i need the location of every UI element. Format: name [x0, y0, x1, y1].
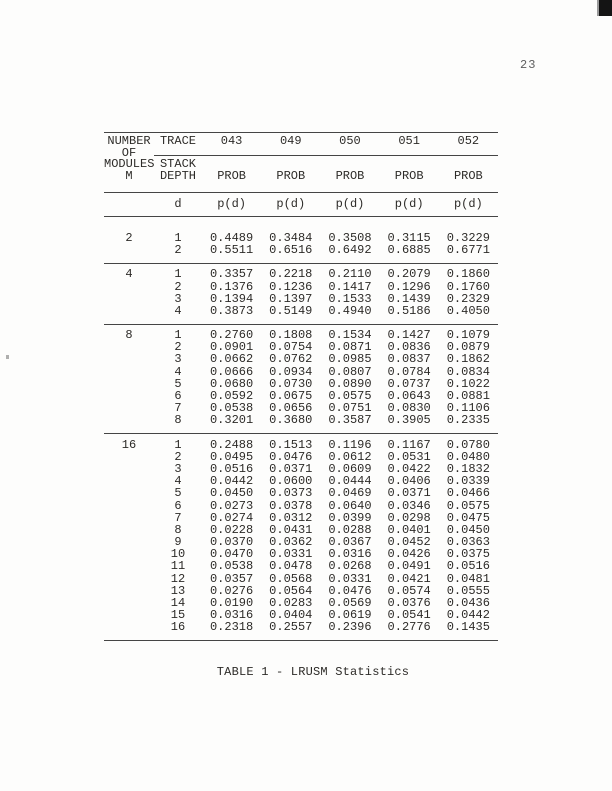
header-pd: p(d) — [335, 197, 365, 211]
prob-value: 0.2760 — [209, 328, 254, 343]
prob-value: 0.0666 — [209, 364, 254, 379]
prob-value: 0.0680 — [209, 376, 254, 391]
table-body — [104, 232, 498, 646]
table-caption: TABLE 1 - LRUSM Statistics — [216, 665, 410, 679]
prob-value: 0.5511 — [209, 243, 254, 258]
prob-value: 0.0421 — [387, 571, 431, 586]
prob-value: 0.0480 — [446, 449, 490, 464]
prob-value: 0.0476 — [269, 449, 313, 464]
prob-value: 0.0436 — [446, 596, 490, 611]
modules-count: 8 — [125, 328, 133, 343]
prob-value: 0.2318 — [209, 620, 254, 635]
stack-depth: 7 — [174, 401, 182, 416]
prob-value: 0.1236 — [269, 279, 313, 294]
prob-value: 0.0491 — [387, 559, 431, 574]
prob-value: 0.0751 — [328, 401, 372, 416]
stack-depth: 2 — [174, 243, 182, 258]
modules-count — [104, 500, 154, 512]
prob-value: 0.0830 — [387, 401, 431, 416]
table-row — [104, 281, 498, 293]
prob-value: 0.0538 — [209, 559, 254, 574]
table-row — [104, 500, 498, 512]
prob-value: 0.3484 — [269, 231, 313, 245]
modules-count — [104, 402, 154, 414]
prob-value: 0.0373 — [269, 486, 313, 501]
prob-value: 0.1760 — [446, 279, 490, 294]
prob-value: 0.1167 — [387, 437, 431, 452]
header-pd: p(d) — [394, 197, 424, 211]
prob-value: 0.4489 — [209, 231, 254, 245]
prob-value: 0.0378 — [269, 498, 313, 513]
stack-depth: 4 — [174, 474, 182, 489]
header-of: OF — [121, 145, 137, 160]
stack-depth: 3 — [174, 291, 182, 306]
prob-value: 0.1427 — [387, 328, 431, 343]
prob-value: 0.2557 — [269, 620, 313, 635]
prob-value: 0.2110 — [328, 267, 372, 282]
table-row — [104, 353, 498, 365]
prob-value: 0.0934 — [269, 364, 313, 379]
prob-value: 0.0331 — [328, 571, 372, 586]
prob-value: 0.1534 — [328, 328, 372, 343]
table-group-rule — [104, 640, 498, 641]
prob-value: 0.0475 — [446, 510, 490, 525]
prob-value: 0.0879 — [446, 340, 490, 355]
table-group-rule — [104, 433, 498, 434]
stack-depth: 15 — [170, 608, 186, 623]
prob-value: 0.6771 — [446, 243, 490, 258]
prob-value: 0.0600 — [269, 474, 313, 489]
stack-depth: 8 — [174, 413, 182, 428]
prob-value: 0.3201 — [209, 413, 254, 428]
prob-value: 0.0837 — [387, 352, 431, 367]
prob-value: 0.0274 — [209, 510, 254, 525]
prob-value: 0.0495 — [209, 449, 254, 464]
prob-value: 0.0399 — [328, 510, 372, 525]
prob-value: 0.2079 — [387, 267, 431, 282]
prob-value: 0.0426 — [387, 547, 431, 562]
stack-depth: 16 — [170, 620, 186, 635]
prob-value: 0.1397 — [269, 291, 313, 306]
header-prob: PROB — [335, 169, 365, 183]
header-stack: STACK — [159, 157, 196, 171]
modules-count — [104, 293, 154, 305]
header-trace-id: 050 — [339, 134, 361, 148]
prob-value: 0.0574 — [387, 583, 431, 598]
prob-value: 0.1417 — [328, 279, 372, 294]
prob-value: 0.0431 — [269, 522, 313, 537]
prob-value: 0.0836 — [387, 340, 431, 355]
prob-value: 0.3229 — [446, 231, 490, 245]
stack-depth: 6 — [174, 389, 182, 404]
modules-count — [104, 560, 154, 572]
prob-value: 0.0640 — [328, 498, 372, 513]
stack-depth: 4 — [174, 303, 182, 318]
prob-value: 0.4940 — [328, 303, 372, 318]
stack-depth: 8 — [174, 522, 182, 537]
header-prob: PROB — [453, 169, 483, 183]
prob-value: 0.0555 — [446, 583, 490, 598]
modules-count — [104, 366, 154, 378]
stack-depth: 6 — [174, 498, 182, 513]
prob-value: 0.0268 — [328, 559, 372, 574]
scan-artifact-corner-mark — [597, 0, 612, 16]
prob-value: 0.0404 — [269, 608, 313, 623]
prob-value: 0.0656 — [269, 401, 313, 416]
stack-depth: 2 — [174, 279, 182, 294]
prob-value: 0.1862 — [446, 352, 490, 367]
modules-count — [104, 487, 154, 499]
modules-count — [104, 378, 154, 390]
stack-depth: 13 — [170, 583, 186, 598]
prob-value: 0.0370 — [209, 535, 254, 550]
prob-value: 0.0316 — [328, 547, 372, 562]
prob-value: 0.1376 — [209, 279, 254, 294]
prob-value: 0.0754 — [269, 340, 313, 355]
modules-count — [104, 414, 154, 426]
prob-value: 0.1513 — [269, 437, 313, 452]
prob-value: 0.0288 — [328, 522, 372, 537]
header-spacer — [104, 199, 154, 210]
modules-count: 16 — [121, 437, 137, 452]
table-row — [104, 487, 498, 499]
prob-value: 0.0881 — [446, 389, 490, 404]
prob-value: 0.0834 — [446, 364, 490, 379]
table-rule-mid-a — [104, 192, 498, 193]
prob-value: 0.0901 — [209, 340, 254, 355]
prob-value: 0.2488 — [209, 437, 254, 452]
prob-value: 0.0784 — [387, 364, 431, 379]
modules-count — [104, 305, 154, 317]
stack-depth: 1 — [174, 231, 182, 245]
prob-value: 0.2329 — [446, 291, 490, 306]
prob-value: 0.0481 — [446, 571, 490, 586]
stack-depth: 12 — [170, 571, 186, 586]
prob-value: 0.0276 — [209, 583, 254, 598]
prob-value: 0.0762 — [269, 352, 313, 367]
prob-value: 0.0985 — [328, 352, 372, 367]
prob-value: 0.0564 — [269, 583, 313, 598]
table-header-row-5 — [104, 199, 498, 210]
prob-value: 0.3680 — [269, 413, 313, 428]
prob-value: 0.0298 — [387, 510, 431, 525]
prob-value: 0.2396 — [328, 620, 372, 635]
stack-depth: 4 — [174, 364, 182, 379]
prob-value: 0.0442 — [446, 608, 490, 623]
prob-value: 0.0516 — [209, 461, 254, 476]
table-rule-top — [104, 132, 498, 133]
prob-value: 0.0466 — [446, 486, 490, 501]
table-group-rule — [104, 263, 498, 264]
header-trace: TRACE — [159, 134, 196, 148]
stack-depth: 5 — [174, 486, 182, 501]
prob-value: 0.0371 — [269, 461, 313, 476]
prob-value: 0.1860 — [446, 267, 490, 282]
header-pd: p(d) — [453, 197, 483, 211]
prob-value: 0.0190 — [209, 596, 254, 611]
header-trace-id: 051 — [398, 134, 420, 148]
prob-value: 0.0367 — [328, 535, 372, 550]
prob-value: 0.0406 — [387, 474, 431, 489]
modules-count: 4 — [125, 267, 133, 282]
stack-depth: 7 — [174, 510, 182, 525]
modules-count — [104, 475, 154, 487]
modules-count — [104, 548, 154, 560]
prob-value: 0.0363 — [446, 535, 490, 550]
header-trace-id: 052 — [457, 134, 480, 148]
prob-value: 0.0531 — [387, 449, 431, 464]
prob-value: 0.4050 — [446, 303, 490, 318]
prob-value: 0.0568 — [269, 571, 313, 586]
prob-value: 0.0476 — [328, 583, 372, 598]
prob-value: 0.0339 — [446, 474, 490, 489]
table-row — [104, 621, 498, 633]
prob-value: 0.0541 — [387, 608, 431, 623]
stack-depth: 11 — [170, 559, 186, 574]
table-rule-mid-b — [104, 216, 498, 217]
stack-depth: 3 — [174, 352, 182, 367]
prob-value: 0.0470 — [209, 547, 254, 562]
prob-value: 0.0283 — [269, 596, 313, 611]
stack-depth: 1 — [174, 328, 182, 343]
prob-value: 0.0442 — [209, 474, 254, 489]
prob-value: 0.0516 — [446, 559, 490, 574]
prob-value: 0.0469 — [328, 486, 372, 501]
prob-value: 0.0730 — [269, 376, 313, 391]
prob-value: 0.0362 — [269, 535, 313, 550]
header-trace-id: 043 — [220, 134, 243, 148]
prob-value: 0.2218 — [269, 267, 313, 282]
prob-value: 0.1296 — [387, 279, 431, 294]
prob-value: 0.0575 — [328, 389, 372, 404]
prob-value: 0.0612 — [328, 449, 372, 464]
prob-value: 0.0890 — [328, 376, 372, 391]
prob-value: 0.0619 — [328, 608, 372, 623]
prob-value: 0.0737 — [387, 376, 431, 391]
prob-value: 0.0452 — [387, 535, 431, 550]
modules-count: 2 — [125, 231, 133, 245]
prob-value: 0.0228 — [209, 522, 254, 537]
prob-value: 0.3587 — [328, 413, 372, 428]
prob-value: 0.0371 — [387, 486, 431, 501]
prob-value: 0.0662 — [209, 352, 254, 367]
prob-value: 0.0331 — [269, 547, 313, 562]
prob-value: 0.0422 — [387, 461, 431, 476]
prob-value: 0.0401 — [387, 522, 431, 537]
table-header-row-1 — [104, 136, 498, 147]
stack-depth: 10 — [170, 547, 186, 562]
prob-value: 0.0609 — [328, 461, 372, 476]
prob-value: 0.3508 — [328, 231, 372, 245]
stack-depth: 1 — [174, 267, 182, 282]
prob-value: 0.6516 — [269, 243, 313, 258]
modules-count — [104, 341, 154, 353]
stack-depth: 14 — [170, 596, 186, 611]
header-d: d — [174, 197, 182, 211]
prob-value: 0.0346 — [387, 498, 431, 513]
scan-artifact-speck — [6, 355, 9, 359]
header-pd: p(d) — [276, 197, 306, 211]
prob-value: 0.0316 — [209, 608, 254, 623]
stack-depth: 2 — [174, 340, 182, 355]
prob-value: 0.0444 — [328, 474, 372, 489]
prob-value: 0.3905 — [387, 413, 431, 428]
prob-value: 0.0592 — [209, 389, 254, 404]
prob-value: 0.0312 — [269, 510, 313, 525]
modules-count — [104, 353, 154, 365]
modules-count — [104, 451, 154, 463]
modules-count — [104, 390, 154, 402]
prob-value: 0.3873 — [209, 303, 254, 318]
prob-value: 0.1808 — [269, 328, 313, 343]
header-number: NUMBER — [107, 134, 151, 148]
prob-value: 0.1196 — [328, 437, 372, 452]
stack-depth: 1 — [174, 437, 182, 452]
prob-value: 0.6492 — [328, 243, 372, 258]
prob-value: 0.1435 — [446, 620, 490, 635]
modules-count — [104, 281, 154, 293]
prob-value: 0.0450 — [209, 486, 254, 501]
prob-value: 0.5186 — [387, 303, 431, 318]
prob-value: 0.1079 — [446, 328, 490, 343]
prob-value: 0.0273 — [209, 498, 254, 513]
table-row — [104, 439, 498, 451]
prob-value: 0.6885 — [387, 243, 431, 258]
modules-count — [104, 573, 154, 585]
prob-value: 0.0675 — [269, 389, 313, 404]
prob-value: 0.1022 — [446, 376, 490, 391]
prob-value: 0.0575 — [446, 498, 490, 513]
header-prob: PROB — [394, 169, 424, 183]
modules-count — [104, 536, 154, 548]
modules-count — [104, 585, 154, 597]
header-depth: DEPTH — [159, 169, 196, 183]
table-row — [104, 414, 498, 426]
stack-depth: 2 — [174, 449, 182, 464]
prob-value: 0.0375 — [446, 547, 490, 562]
prob-value: 0.0357 — [209, 571, 254, 586]
prob-value: 0.0569 — [328, 596, 372, 611]
table-header-row-4 — [104, 171, 498, 182]
modules-count — [104, 609, 154, 621]
modules-count — [104, 524, 154, 536]
prob-value: 0.0376 — [387, 596, 431, 611]
modules-count — [104, 597, 154, 609]
prob-value: 0.0643 — [387, 389, 431, 404]
header-modules: MODULES — [104, 157, 155, 171]
table-row — [104, 560, 498, 572]
modules-count — [104, 463, 154, 475]
header-prob: PROB — [217, 169, 246, 183]
header-prob: PROB — [276, 169, 306, 183]
table-rule-under-trace — [154, 155, 498, 156]
prob-value: 0.3357 — [209, 267, 254, 282]
stack-depth: 9 — [174, 535, 182, 550]
table-group-rule — [104, 324, 498, 325]
table-row — [104, 573, 498, 585]
prob-value: 0.2776 — [387, 620, 431, 635]
stack-depth: 5 — [174, 376, 182, 391]
prob-value: 0.0450 — [446, 522, 490, 537]
modules-count — [104, 244, 154, 256]
prob-value: 0.1106 — [446, 401, 490, 416]
table-row — [104, 244, 498, 256]
table-row — [104, 268, 498, 280]
prob-value: 0.0871 — [328, 340, 372, 355]
prob-value: 0.1832 — [446, 461, 490, 476]
prob-value: 0.0478 — [269, 559, 313, 574]
prob-value: 0.0807 — [328, 364, 372, 379]
stack-depth: 3 — [174, 461, 182, 476]
modules-count — [104, 512, 154, 524]
modules-count — [104, 621, 154, 633]
prob-value: 0.3115 — [387, 231, 431, 245]
prob-value: 0.1439 — [387, 291, 431, 306]
prob-value: 0.1394 — [209, 291, 254, 306]
table-row — [104, 305, 498, 317]
prob-value: 0.2335 — [446, 413, 490, 428]
header-pd: p(d) — [217, 197, 246, 211]
header-m: M — [125, 169, 133, 183]
prob-value: 0.0780 — [446, 437, 490, 452]
prob-value: 0.1533 — [328, 291, 372, 306]
prob-value: 0.5149 — [269, 303, 313, 318]
header-trace-id: 049 — [279, 134, 302, 148]
page-number: 23 — [520, 58, 537, 72]
prob-value: 0.0538 — [209, 401, 254, 416]
